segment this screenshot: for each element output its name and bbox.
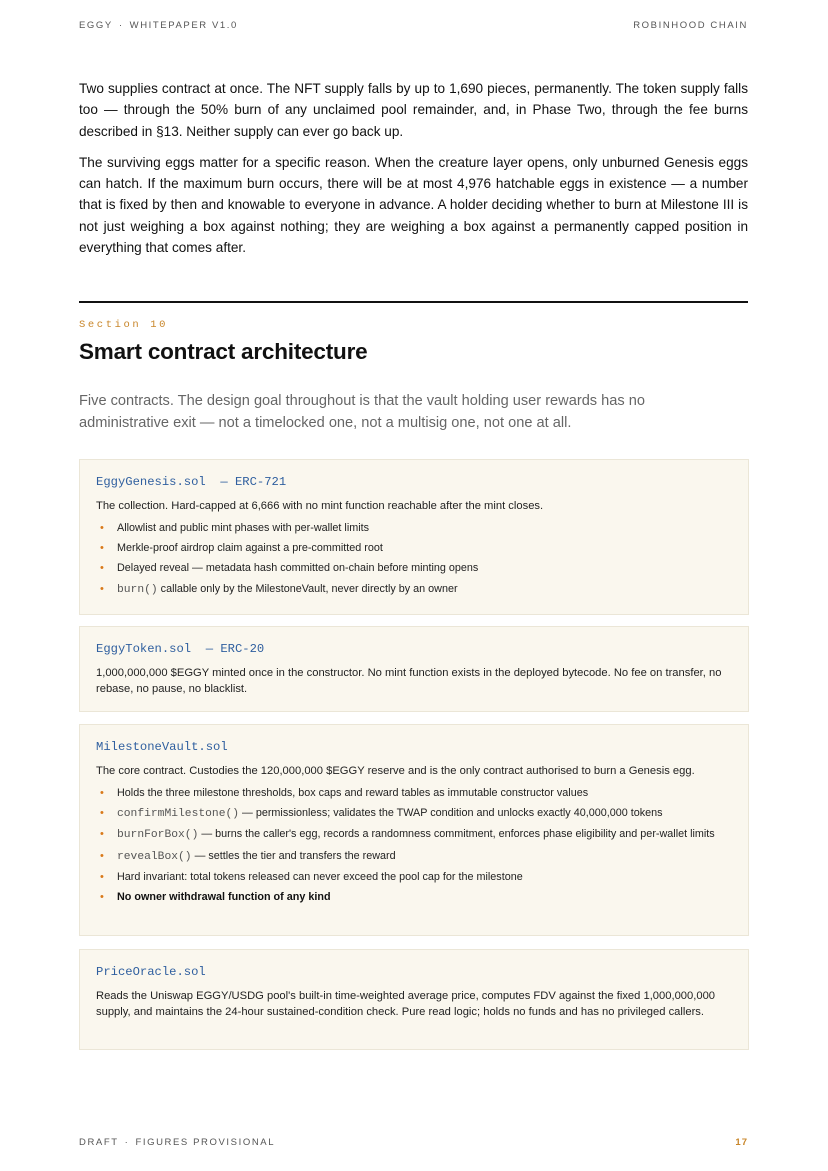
header-doc-title: WHITEPAPER V1.0 [129, 20, 238, 31]
section-title: Smart contract architecture [79, 339, 368, 364]
list-item [96, 805, 732, 824]
footer-separator: · [124, 1137, 130, 1148]
bullet-text: callable only by the MilestoneVault, never directly by an owner [157, 582, 458, 595]
contract-card-oracle [79, 949, 749, 1050]
card-description: 1,000,000,000 $EGGY minted once in the constructor. No mint function exists in the deployed bytecode. No fee on transfer, no rebase, no pause, no blacklist. [96, 667, 722, 695]
code-token: confirmMilestone() [117, 808, 240, 821]
section-lede: Five contracts. The design goal throughout is that the vault holding user rewards has no administrative exit — not a timelocked one, not a multisig one, not one at all. [79, 393, 645, 431]
running-footer [79, 1137, 748, 1148]
contract-card-genesis [79, 459, 749, 615]
bullet-text: No owner withdrawal function of any kind [117, 890, 331, 903]
header-separator: · [118, 20, 124, 31]
bullet-icon: • [100, 890, 104, 903]
list-item [96, 869, 732, 887]
list-item [96, 848, 732, 867]
bullet-text: — permissionless; validates the TWAP condition and unlocks exactly 40,000,000 tokens [239, 807, 663, 820]
card-title: MilestoneVault.sol [96, 740, 228, 754]
card-bullet-list [96, 785, 732, 907]
list-item [96, 889, 732, 907]
paragraph-surviving-eggs: The surviving eggs matter for a specific reason. When the creature layer opens, only unburned Genesis eggs can hatch. If the maximum burn occurs, there will be at most 4,976 hatchable eggs in existence — a number that is fixed by then and knowable to everyone in advance. A holder deciding whether to burn at Milestone III is not just weighing a box against nothing; they are weighing a box against a permanently capped position in everything that comes after. [79, 154, 748, 256]
bullet-icon: • [100, 542, 104, 555]
page-number: 17 [735, 1137, 748, 1148]
bullet-icon: • [100, 787, 104, 799]
bullet-icon: • [100, 582, 104, 595]
list-item [96, 581, 732, 600]
bullet-text: Holds the three milestone thresholds, box caps and reward tables as immutable constructor values [117, 787, 589, 799]
code-token: burnForBox() [117, 829, 199, 842]
card-description: The core contract. Custodies the 120,000,000 $EGGY reserve and is the only contract authorised to burn a Genesis egg. [96, 765, 695, 777]
bullet-text: Allowlist and public mint phases with per-wallet limits [117, 522, 370, 534]
list-item [96, 785, 732, 803]
card-title: EggyToken.sol — ERC-20 [96, 642, 265, 656]
contract-card-vault [79, 724, 749, 936]
card-title: PriceOracle.sol [96, 965, 206, 979]
card-description: The collection. Hard-capped at 6,666 with no mint function reachable after the mint closes. [96, 500, 544, 512]
bullet-text: — settles the tier and transfers the reward [191, 849, 396, 862]
paragraph-supplies: Two supplies contract at once. The NFT supply falls by up to 1,690 pieces, permanently. The token supply falls too — through the 50% burn of any unclaimed pool remainder, and, in Phase Two, through the fee burns described in §13. Neither supply can ever go back up. [79, 81, 748, 139]
footer-left [79, 1137, 275, 1148]
bullet-text: Hard invariant: total tokens released can never exceed the pool cap for the milestone [117, 870, 523, 883]
list-item [96, 560, 732, 578]
header-brand: EGGY [79, 20, 113, 31]
bullet-icon: • [100, 562, 104, 575]
code-token: revealBox() [117, 850, 192, 863]
bullet-text: Delayed reveal — metadata hash committed on-chain before minting opens [117, 562, 479, 575]
contract-card-token [79, 626, 749, 712]
header-left [79, 20, 238, 31]
section-divider [79, 301, 748, 303]
bullet-text: — burns the caller's egg, records a randomness commitment, enforces phase eligibility and per-wallet limits [198, 828, 715, 841]
bullet-icon: • [100, 849, 104, 862]
list-item [96, 540, 732, 558]
card-title: EggyGenesis.sol — ERC-721 [96, 475, 287, 489]
card-bullet-list [96, 520, 732, 599]
bullet-text: Merkle-proof airdrop claim against a pre-committed root [117, 542, 383, 555]
footer-note: FIGURES PROVISIONAL [135, 1137, 276, 1148]
list-item [96, 826, 732, 845]
bullet-icon: • [100, 807, 104, 820]
header-right: ROBINHOOD CHAIN [633, 20, 748, 31]
bullet-icon: • [100, 522, 104, 534]
bullet-icon: • [100, 870, 104, 883]
running-header [79, 20, 748, 31]
body-text [79, 78, 748, 268]
code-token: burn() [117, 583, 158, 596]
bullet-icon: • [100, 828, 104, 841]
list-item [96, 520, 732, 538]
card-description: Reads the Uniswap EGGY/USDG pool's built-in time-weighted average price, computes FDV against the fixed 1,000,000,000 supply, and maintains the 24-hour sustained-condition check. Pure read logic; holds no funds and has no privileged callers. [96, 990, 716, 1018]
section-label: Section 10 [79, 319, 169, 331]
footer-status: DRAFT [79, 1137, 119, 1148]
